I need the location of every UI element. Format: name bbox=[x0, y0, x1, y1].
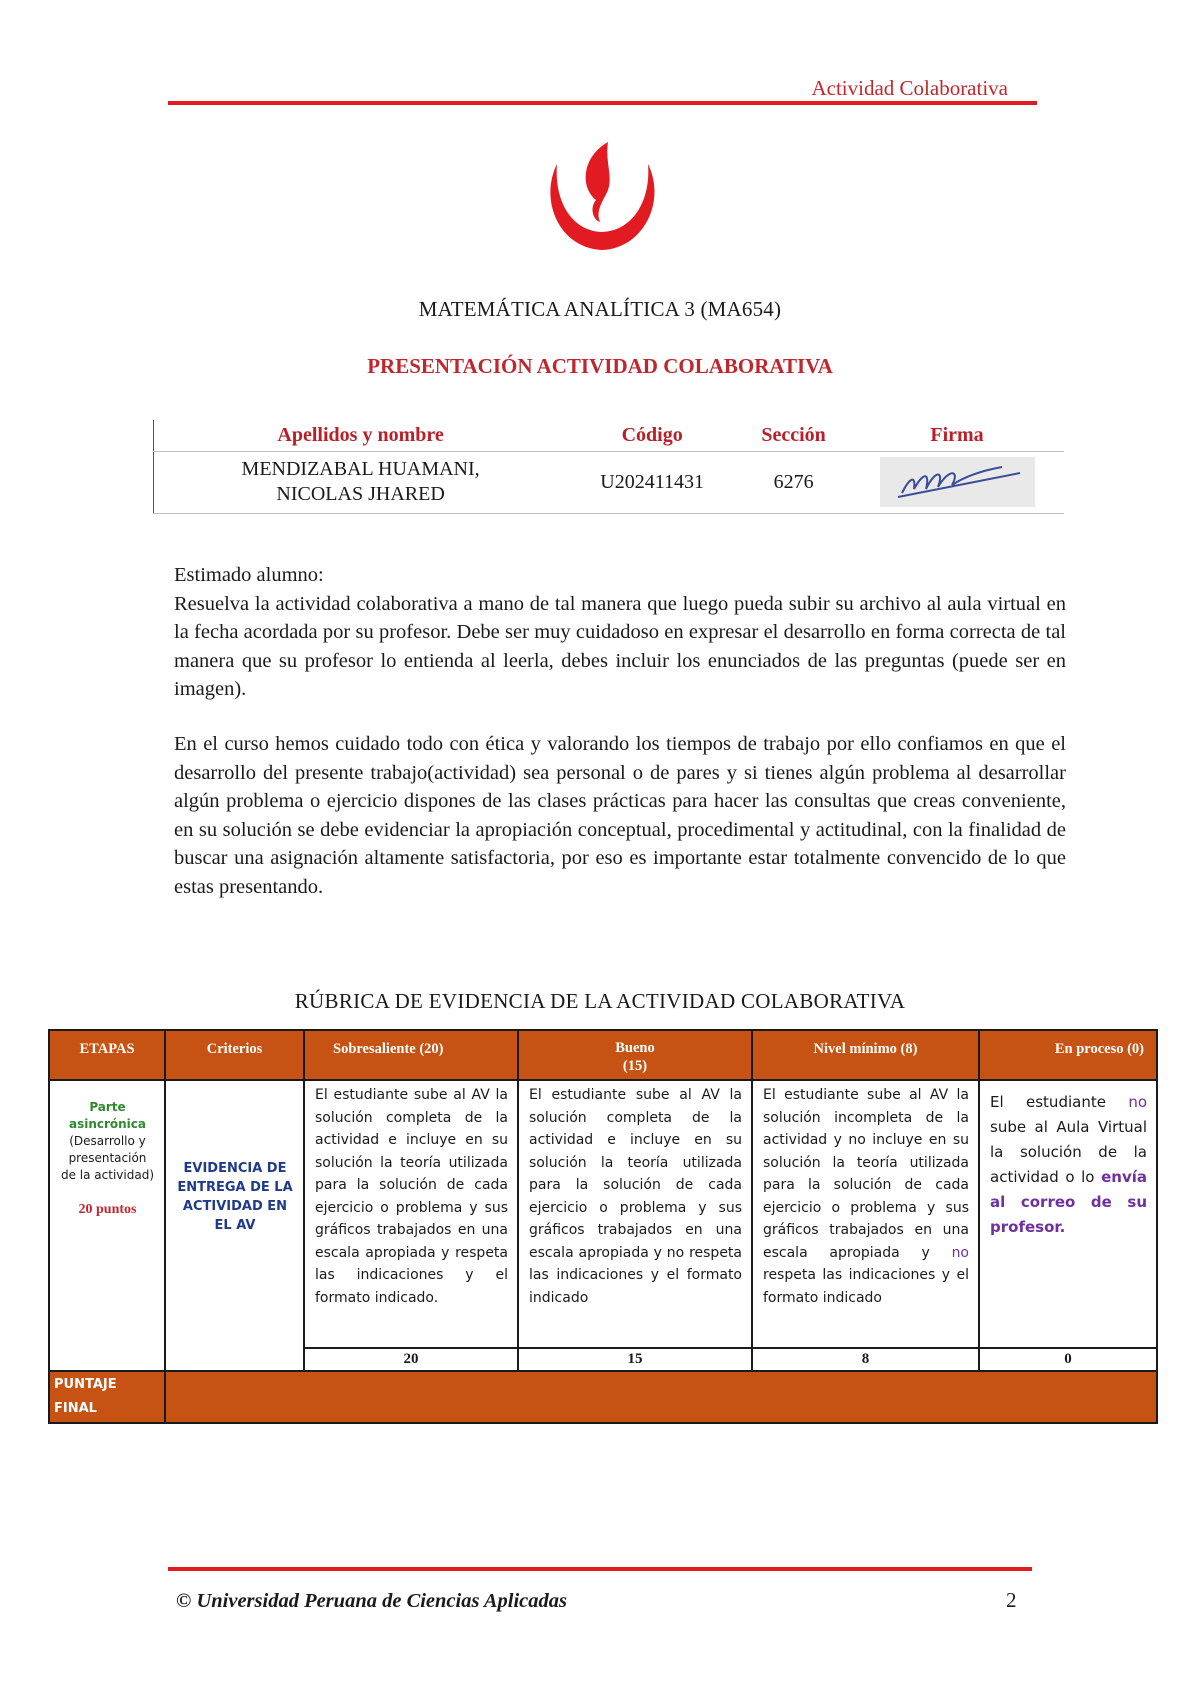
intro-paragraph-1 bbox=[174, 561, 1066, 704]
rubric-nivel-minimo-cell bbox=[752, 1080, 979, 1348]
signature-cell bbox=[850, 451, 1064, 513]
student-section: 6276 bbox=[737, 451, 850, 513]
upc-logo bbox=[545, 138, 660, 255]
score-sobresaliente: 20 bbox=[304, 1348, 518, 1371]
nivel-minimo-highlight: no bbox=[951, 1244, 970, 1261]
student-header-signature: Firma bbox=[850, 420, 1064, 451]
rubric-header-bueno-line2: (15) bbox=[622, 1058, 648, 1074]
score-en-proceso: 0 bbox=[979, 1348, 1157, 1371]
student-header-name: Apellidos y nombre bbox=[154, 420, 568, 451]
rubric-header-nivel-minimo: Nivel mínimo (8) bbox=[752, 1030, 979, 1080]
student-code: U202411431 bbox=[567, 451, 737, 513]
intro-text-1: Resuelva la actividad colaborativa a mano de tal manera que luego pueda subir su archivo al aula virtual en la fecha acordada por su profesor. Debe ser muy cuidadoso en expresar el desarrollo en forma correcta de tal manera que su profesor lo entienda al leerla, debes incluir los enunciados de las preguntas (puede ser en imagen). bbox=[174, 592, 1066, 700]
header-rule bbox=[168, 101, 1037, 105]
rubric-header-sobresaliente: Sobresaliente (20) bbox=[304, 1030, 518, 1080]
student-name-line2: NICOLAS JHARED bbox=[276, 483, 445, 505]
course-title: MATEMÁTICA ANALÍTICA 3 (MA654) bbox=[418, 297, 782, 321]
student-header-section: Sección bbox=[737, 420, 850, 451]
signature-image bbox=[880, 457, 1035, 507]
rubric-header-criterios: Criterios bbox=[165, 1030, 304, 1080]
nivel-minimo-text: El estudiante sube al AV la solución incompleta de la actividad y no incluye en su solución la teoría utilizada para la solución de cada ejercicio o problema y sus gráficos trabajados en una escala apropiada y bbox=[763, 1087, 969, 1261]
puntaje-final-value bbox=[165, 1371, 1157, 1423]
rubric-header-etapas: ETAPAS bbox=[49, 1030, 165, 1080]
student-name bbox=[154, 451, 568, 513]
header-label: Actividad Colaborativa bbox=[811, 76, 1008, 100]
etapa-description: (Desarrollo y presentación de la actividad) bbox=[60, 1134, 154, 1182]
footer-rule bbox=[168, 1567, 1032, 1571]
rubric-criterio-cell: EVIDENCIA DE ENTREGA DE LA ACTIVIDAD EN EL AV bbox=[165, 1080, 304, 1371]
nivel-minimo-text-end: respeta las indicaciones y el formato indicado bbox=[763, 1267, 969, 1306]
rubric-title: RÚBRICA DE EVIDENCIA DE LA ACTIVIDAD COLABORATIVA bbox=[294, 989, 906, 1013]
rubric-header-en-proceso: En proceso (0) bbox=[979, 1030, 1157, 1080]
rubric-header-bueno bbox=[518, 1030, 752, 1080]
en-proceso-highlight: envía al correo de su profesor. bbox=[990, 1168, 1147, 1236]
rubric-en-proceso-cell bbox=[979, 1080, 1157, 1348]
en-proceso-no: no bbox=[1128, 1093, 1147, 1111]
rubric-table bbox=[48, 1029, 1158, 1424]
rubric-sobresaliente-cell: El estudiante sube al AV la solución completa de la actividad e incluye en su solución la teoría utilizada para la solución de cada ejercicio o problema y sus gráficos trabajados en una escala apropiada y respeta las indicaciones y el formato indicado. bbox=[304, 1080, 518, 1348]
intro-paragraph-2: En el curso hemos cuidado todo con ética y valorando los tiempos de trabajo por ello confiamos en que el desarrollo del presente trabajo(actividad) sea personal o de pares y si tienes algún problema al desarrollar algún problema o ejercicio dispones de las clases prácticas para hacer las consultas que creas conveniente, en su solución se debe evidenciar la apropiación conceptual, procedimental y actitudinal, con la finalidad de buscar una asignación altamente satisfactoria, por eso es importante estar totalmente convencido de lo que estas presentando. bbox=[174, 733, 1066, 898]
score-bueno: 15 bbox=[518, 1348, 752, 1371]
rubric-bueno-cell: El estudiante sube al AV la solución completa de la actividad e incluye en su solución la teoría utilizada para la solución de cada ejercicio o problema y sus gráficos trabajados en una escala apropiada y no respeta las indicaciones y el formato indicado bbox=[518, 1080, 752, 1348]
puntaje-final-label: PUNTAJE FINAL bbox=[49, 1371, 165, 1423]
rubric-header-bueno-line1: Bueno bbox=[615, 1040, 655, 1056]
student-header-code: Código bbox=[567, 420, 737, 451]
student-name-line1: MENDIZABAL HUAMANI, bbox=[241, 458, 480, 480]
greeting: Estimado alumno: bbox=[174, 564, 324, 586]
footer-copyright: © Universidad Peruana de Ciencias Aplicadas bbox=[176, 1590, 567, 1612]
activity-title: PRESENTACIÓN ACTIVIDAD COLABORATIVA bbox=[367, 354, 833, 378]
etapa-parte-asincronica: Parte asincrónica bbox=[68, 1100, 147, 1131]
rubric-etapa-cell bbox=[49, 1080, 165, 1371]
etapa-points: 20 puntos bbox=[78, 1202, 137, 1217]
en-proceso-text: El estudiante bbox=[990, 1093, 1106, 1111]
page-number: 2 bbox=[1006, 1588, 1017, 1612]
student-table bbox=[153, 420, 1064, 514]
score-nivel-minimo: 8 bbox=[752, 1348, 979, 1371]
en-proceso-text-mid: sube al Aula Virtual la solución de la actividad o lo bbox=[990, 1118, 1147, 1186]
